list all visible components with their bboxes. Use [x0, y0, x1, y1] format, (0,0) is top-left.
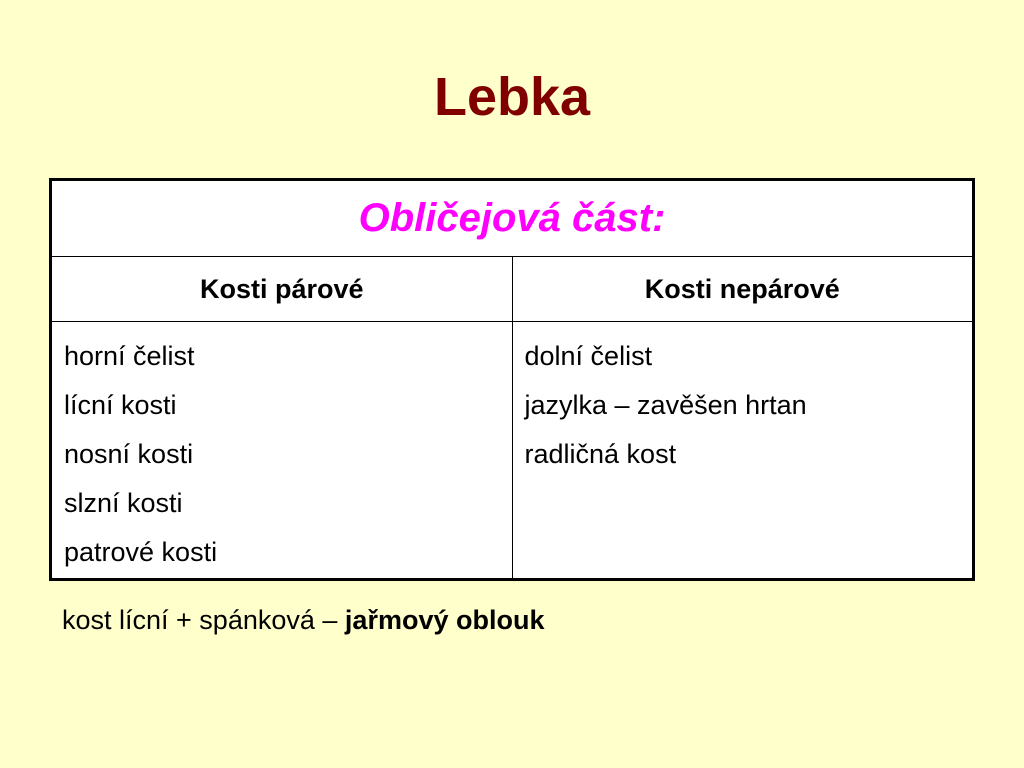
list-item: patrové kosti — [64, 537, 218, 567]
list-item: dolní čelist — [524, 341, 653, 371]
slide-title: Lebka — [433, 67, 591, 127]
list-item: nosní kosti — [64, 439, 194, 469]
column-header-unpaired: Kosti nepárové — [512, 257, 974, 322]
list-item: horní čelist — [64, 341, 195, 371]
list-item: jazylka – zavěšen hrtan — [524, 390, 807, 420]
unpaired-bones-list — [525, 332, 961, 479]
section-heading: Obličejová část: — [51, 180, 974, 257]
paired-bones-list — [64, 332, 500, 577]
section-row — [51, 180, 974, 257]
column-header-paired: Kosti párové — [51, 257, 513, 322]
footnote — [62, 600, 544, 640]
footnote-emphasis: jařmový oblouk — [344, 605, 545, 635]
list-item: slzní kosti — [64, 488, 183, 518]
bone-table — [49, 178, 975, 581]
list-row — [51, 322, 974, 580]
paired-bones-cell — [51, 322, 513, 580]
footnote-text: kost lícní + spánková – — [62, 605, 345, 635]
header-row — [51, 257, 974, 322]
list-item: lícní kosti — [64, 390, 177, 420]
list-item: radličná kost — [524, 439, 677, 469]
unpaired-bones-cell — [512, 322, 974, 580]
